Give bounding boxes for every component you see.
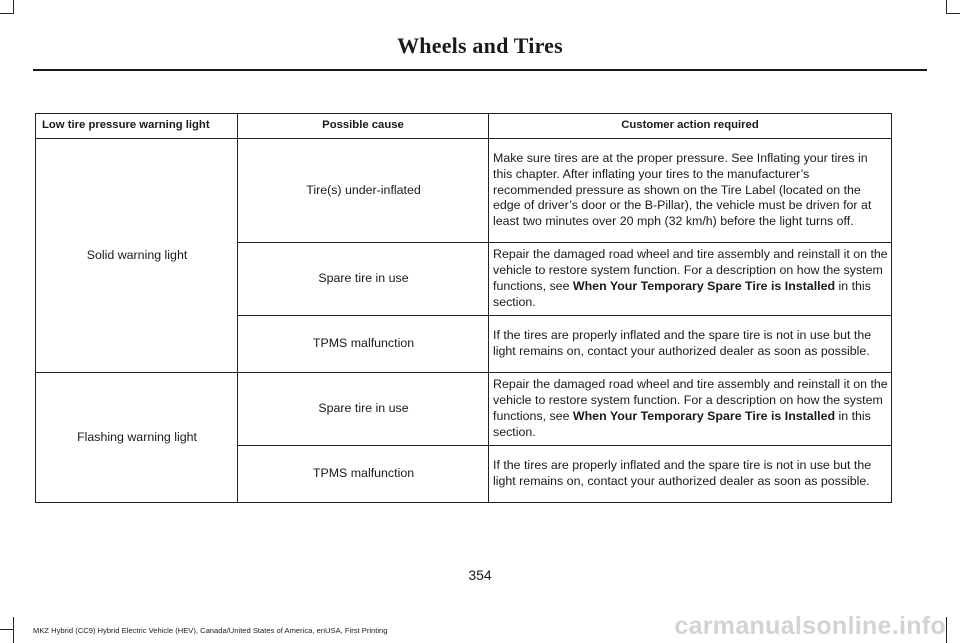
table-header-row: [36, 114, 892, 139]
watermark: carmanualsonline.info: [674, 612, 946, 640]
column-header-warning-light: Low tire pressure warning light: [36, 114, 238, 139]
header-divider: [33, 69, 927, 71]
cause-cell: Spare tire in use: [238, 373, 489, 446]
action-text: Repair the damaged road wheel and tire assembly and reinstall it on the vehicle to restore system function. For a description on how the system functions, see: [493, 377, 888, 423]
cross-reference: When Your Temporary Spare Tire is Installed: [572, 279, 836, 293]
page-number: 354: [468, 567, 492, 583]
action-cell: If the tires are properly inflated and the spare tire is not in use but the light remains on, contact your authorized dealer as soon as possible.: [489, 446, 892, 503]
crop-mark: [13, 0, 14, 14]
page-title: Wheels and Tires: [397, 33, 563, 58]
action-cell: Make sure tires are at the proper pressure. See Inflating your tires in this chapter. After inflating your tires to the manufacturer’s recommended pressure as shown on the Tire Label (located on the edge of driver’s door or the B-Pillar), the vehicle must be driven for at least two minutes over 20 mph (32 km/h) before the light turns off.: [489, 139, 892, 243]
table-row: [36, 139, 892, 243]
cause-cell: TPMS malfunction: [238, 446, 489, 503]
action-text: in this section.: [493, 279, 871, 309]
action-cell: [489, 373, 892, 446]
cross-reference: When Your Temporary Spare Tire is Installed: [572, 409, 836, 423]
action-text: Repair the damaged road wheel and tire assembly and reinstall it on the vehicle to restore system function. For a description on how the system functions, see: [493, 247, 888, 293]
crop-mark: [946, 0, 947, 14]
column-header-possible-cause: Possible cause: [238, 114, 489, 139]
warning-light-table-container: [35, 113, 891, 503]
crop-mark: [946, 617, 947, 643]
publication-info: MKZ Hybrid (CC9) Hybrid Electric Vehicle (HEV), Canada/United States of America, enUSA, First Printing: [33, 626, 388, 635]
crop-mark: [0, 629, 14, 630]
crop-mark: [0, 13, 14, 14]
condition-cell: Solid warning light: [36, 139, 238, 373]
crop-mark: [946, 13, 960, 14]
action-text: in this section.: [493, 409, 871, 439]
crop-mark: [13, 617, 14, 643]
action-cell: If the tires are properly inflated and the spare tire is not in use but the light remains on, contact your authorized dealer as soon as possible.: [489, 316, 892, 373]
cause-cell: Tire(s) under-inflated: [238, 139, 489, 243]
cause-cell: Spare tire in use: [238, 243, 489, 316]
column-header-customer-action: Customer action required: [489, 114, 892, 139]
table-row: [36, 373, 892, 446]
warning-light-table: [35, 113, 892, 503]
condition-cell: Flashing warning light: [36, 373, 238, 503]
cause-cell: TPMS malfunction: [238, 316, 489, 373]
action-cell: [489, 243, 892, 316]
